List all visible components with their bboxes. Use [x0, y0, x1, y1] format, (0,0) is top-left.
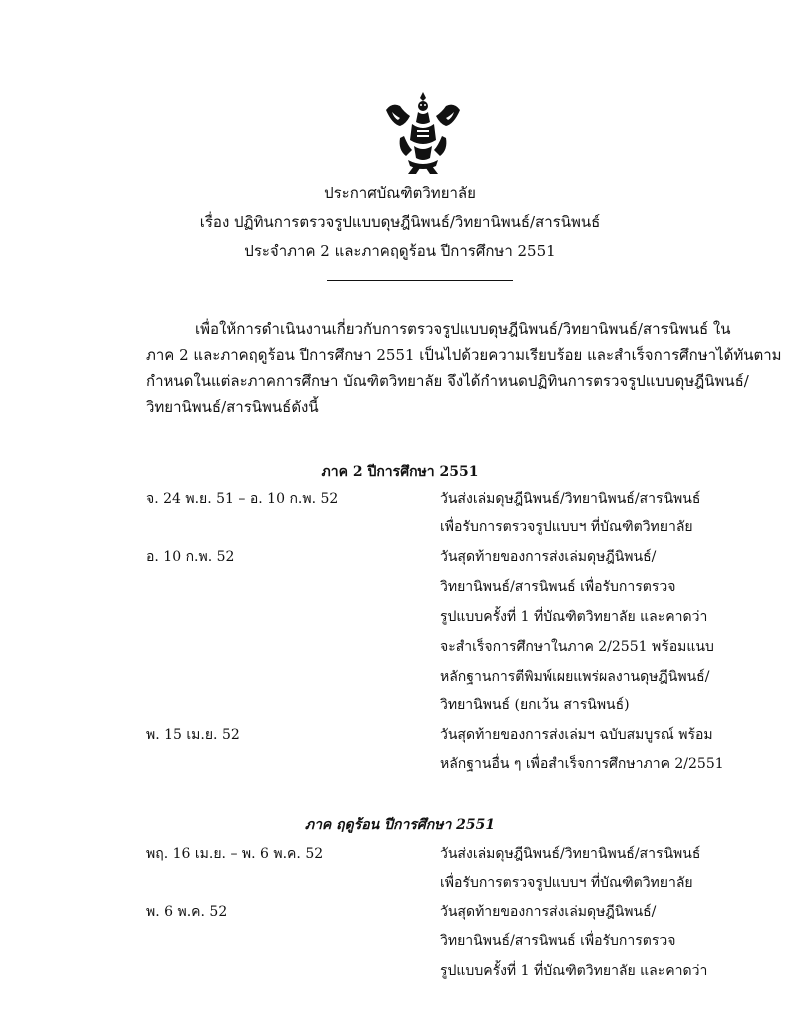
schedule-description-line: วิทยานิพนธ์ (ยกเว้น สารนิพนธ์) — [440, 697, 630, 713]
schedule-date: อ. 10 ก.พ. 52 — [146, 549, 235, 565]
schedule-date: จ. 24 พ.ย. 51 – อ. 10 ก.พ. 52 — [146, 491, 339, 507]
schedule-date: พ. 15 เม.ย. 52 — [146, 727, 240, 743]
schedule-date: พ. 6 พ.ค. 52 — [146, 904, 228, 920]
schedule-description-line: วันส่งเล่มดุษฎีนิพนธ์/วิทยานิพนธ์/สารนิพนธ์ — [440, 846, 701, 862]
schedule-description-line: วันสุดท้ายของการส่งเล่มดุษฎีนิพนธ์/ — [440, 549, 657, 565]
schedule-description-line: จะสำเร็จการศึกษาในภาค 2/2551 พร้อมแนบ — [440, 639, 714, 655]
schedule-description-line: วันสุดท้ายของการส่งเล่มดุษฎีนิพนธ์/ — [440, 904, 657, 920]
section-title-summer — [0, 815, 800, 835]
schedule-description-line: เพื่อรับการตรวจรูปแบบฯ ที่บัณฑิตวิทยาลัย — [440, 875, 693, 891]
schedule-description-line: หลักฐานอื่น ๆ เพื่อสำเร็จการศึกษาภาค 2/2551 — [440, 756, 724, 772]
garuda-emblem-icon — [384, 90, 462, 174]
section-title-text: ภาค ฤดูร้อน ปีการศึกษา 2551 — [304, 817, 496, 833]
announcement-term: ประจำภาค 2 และภาคฤดูร้อน ปีการศึกษา 2551 — [244, 242, 556, 260]
schedule-description-line: รูปแบบครั้งที่ 1 ที่บัณฑิตวิทยาลัย และคาดว่า — [440, 609, 708, 625]
schedule-description-line: วันสุดท้ายของการส่งเล่มฯ ฉบับสมบูรณ์ พร้อม — [440, 727, 713, 743]
intro-paragraph-line: ภาค 2 และภาคฤดูร้อน ปีการศึกษา 2551 เป็นไปด้วยความเรียบร้อย และสำเร็จการศึกษาได้ทันตาม — [146, 346, 782, 364]
heading-divider — [327, 280, 513, 281]
intro-paragraph-line: เพื่อให้การดำเนินงานเกี่ยวกับการตรวจรูปแบบดุษฎีนิพนธ์/วิทยานิพนธ์/สารนิพนธ์ ใน — [195, 320, 731, 338]
schedule-description-line: เพื่อรับการตรวจรูปแบบฯ ที่บัณฑิตวิทยาลัย — [440, 519, 693, 535]
schedule-description-line: รูปแบบครั้งที่ 1 ที่บัณฑิตวิทยาลัย และคาดว่า — [440, 963, 708, 979]
schedule-description-line: วิทยานิพนธ์/สารนิพนธ์ เพื่อรับการตรวจ — [440, 579, 676, 595]
announcement-org: ประกาศบัณฑิตวิทยาลัย — [324, 184, 476, 202]
intro-paragraph-line: วิทยานิพนธ์/สารนิพนธ์ดังนี้ — [146, 398, 319, 416]
schedule-description-line: หลักฐานการตีพิมพ์เผยแพร่ผลงานดุษฎีนิพนธ์/ — [440, 669, 710, 685]
intro-paragraph-line: กำหนดในแต่ละภาคการศึกษา บัณฑิตวิทยาลัย จึงได้กำหนดปฏิทินการตรวจรูปแบบดุษฎีนิพนธ์/ — [146, 372, 749, 390]
schedule-date: พฤ. 16 เม.ย. – พ. 6 พ.ค. 52 — [146, 846, 324, 862]
announcement-subject: เรื่อง ปฏิทินการตรวจรูปแบบดุษฎีนิพนธ์/วิทยานิพนธ์/สารนิพนธ์ — [199, 213, 601, 231]
schedule-description-line: วิทยานิพนธ์/สารนิพนธ์ เพื่อรับการตรวจ — [440, 933, 676, 949]
section-title-term-2: ภาค 2 ปีการศึกษา 2551 — [321, 464, 479, 480]
schedule-description-line: วันส่งเล่มดุษฎีนิพนธ์/วิทยานิพนธ์/สารนิพนธ์ — [440, 491, 701, 507]
